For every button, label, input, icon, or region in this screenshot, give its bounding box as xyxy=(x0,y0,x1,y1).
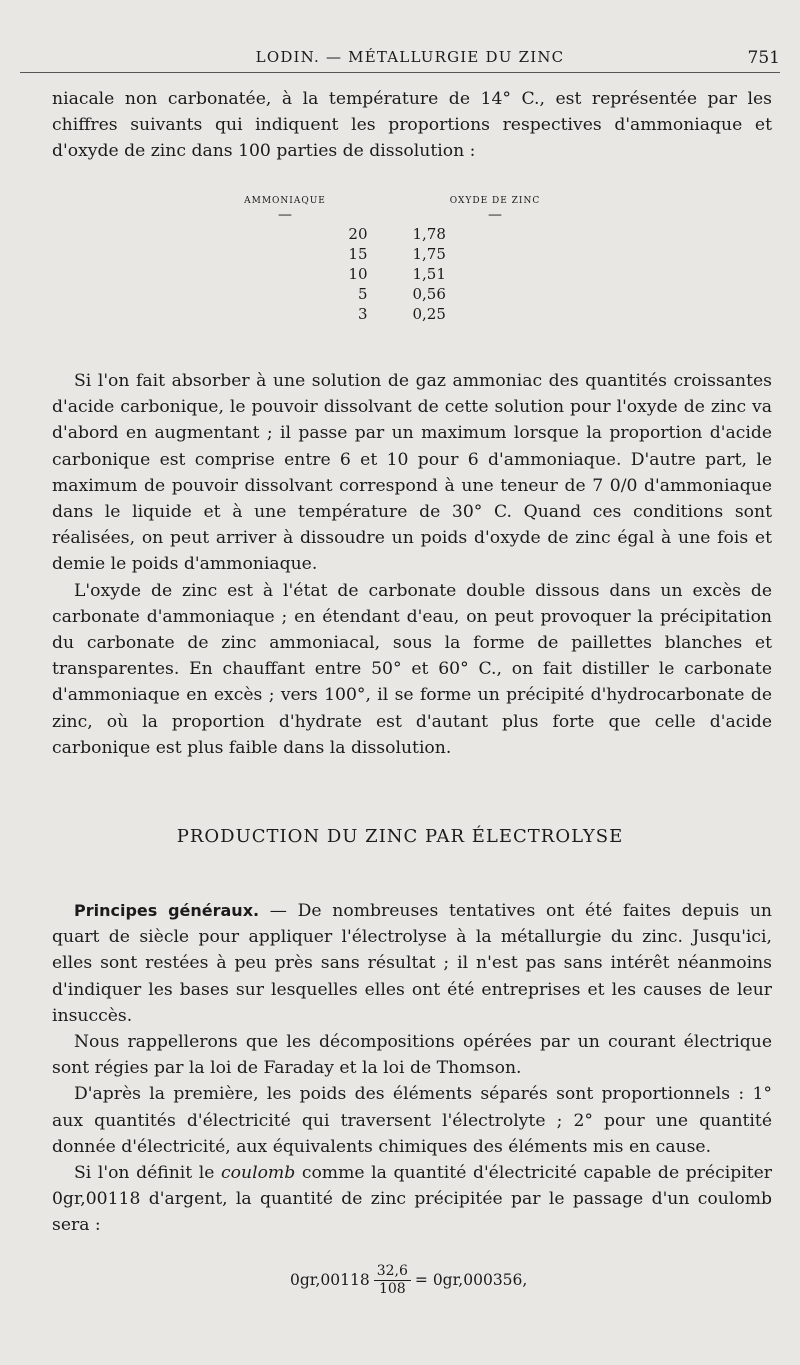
cell-oxyde: 1,78 xyxy=(412,225,446,243)
paragraph-premiere-loi: D'après la première, les poids des éléments séparés sont proportionnels : 1° aux quantités d'électricité qui traversent l'électrolyte ; 2° pour une quantité donnée d'électricité, aux équivalents chimiques des éléments mis en cause. xyxy=(52,1084,772,1157)
formula-left: 0gr,00118 xyxy=(290,1271,370,1289)
fraction-denominator: 108 xyxy=(378,1280,406,1297)
page-number: 751 xyxy=(747,48,780,68)
cell-oxyde: 0,56 xyxy=(412,285,446,303)
cell-ammoniaque: 3 xyxy=(357,305,368,323)
formula-right: = 0gr,000356, xyxy=(414,1271,528,1289)
formula xyxy=(290,1260,527,1300)
dash-col1: — xyxy=(278,207,292,223)
table-row xyxy=(210,304,570,324)
cell-oxyde: 0,25 xyxy=(412,305,446,323)
paragraph-carbonate: L'oxyde de zinc est à l'état de carbonate double dissous dans un excès de carbonate d'ammoniaque ; en étendant d'eau, on peut provoquer la précipitation du carbonate de zinc ammoniacal, sous la forme de paillettes blanches et transparentes. En chauffant entre 50° et 60° C., on fait distiller le carbonate d'ammoniaque en excès ; vers 100°, il se forme un précipité d'hydrocarbonate de zinc, où la proportion d'hydrate est d'autant plus forte que celle d'acide carbonique est plus faible dans la dissolution. xyxy=(52,580,772,758)
cell-ammoniaque: 10 xyxy=(348,265,368,283)
cell-oxyde: 1,75 xyxy=(412,245,446,263)
table-row xyxy=(210,284,570,304)
table-header xyxy=(210,196,570,206)
paragraph-principes-text: — De nombreuses tentatives ont été faites depuis un quart de siècle pour appliquer l'électrolyse à la métallurgie du zinc. Jusqu'ici, elles sont restées à peu près sans résultat ; il n'est pas sans intérêt néanmoins d'indiquer les bases sur lesquelles elles ont été entreprises et les causes de leur insuccès. xyxy=(52,901,773,1026)
coulomb-text-a: Si l'on définit le xyxy=(74,1163,222,1184)
table-row xyxy=(210,264,570,284)
page-header xyxy=(40,44,780,74)
section-title: PRODUCTION DU ZINC PAR ÉLECTROLYSE xyxy=(176,826,624,847)
paragraph-principes xyxy=(52,898,772,1029)
coulomb-term: coulomb xyxy=(221,1163,296,1184)
table-row xyxy=(210,244,570,264)
fraction-numerator: 32,6 xyxy=(374,1263,411,1281)
table-row xyxy=(210,224,570,244)
dash-col2: — xyxy=(488,207,502,223)
intro-paragraph: niacale non carbonatée, à la température de 14° C., est représentée par les chiffres suivants qui indiquent les proportions respectives d'ammoniaque et d'oxyde de zinc dans 100 parties de dissolution : xyxy=(52,89,772,162)
solubility-table xyxy=(210,196,570,324)
run-in-heading: Principes généraux. xyxy=(74,901,260,920)
cell-oxyde: 1,51 xyxy=(412,265,446,283)
paragraph-absorption: Si l'on fait absorber à une solution de gaz ammoniac des quantités croissantes d'acide carbonique, le pouvoir dissolvant de cette solution pour l'oxyde de zinc va d'abord en augmentant ; il passe par un maximum lorsque la proportion d'acide carbonique est comprise entre 6 et 10 pour 6 d'ammoniaque. D'autre part, le maximum de pouvoir dissolvant correspond à une teneur de 7 0/0 d'ammoniaque dans le liquide et à une température de 30° C. Quand ces conditions sont réalisées, on peut arriver à dissoudre un poids d'oxyde de zinc égal à une fois et demie le poids d'ammoniaque. xyxy=(52,371,772,575)
cell-ammoniaque: 20 xyxy=(348,225,368,243)
cell-ammoniaque: 5 xyxy=(357,285,368,303)
paragraph-faraday: Nous rappellerons que les décompositions opérées par un courant électrique sont régies par la loi de Faraday et la loi de Thomson. xyxy=(52,1032,772,1079)
coulomb-text-b: comme la quantité d'électricité capable de précipiter 0gr,00118 d'argent, la quantité de zinc précipitée par le passage d'un coulomb sera : xyxy=(52,1163,773,1236)
col-header-oxyde: OXYDE DE ZINC xyxy=(449,196,541,206)
table-dash-row xyxy=(210,206,570,224)
intro-block xyxy=(52,86,772,165)
col-header-ammoniaque: AMMONIAQUE xyxy=(244,196,326,206)
running-title: LODIN. — MÉTALLURGIE DU ZINC xyxy=(255,48,565,66)
header-rule xyxy=(20,72,780,73)
body-block-1 xyxy=(52,368,772,761)
paragraph-coulomb xyxy=(52,1160,772,1239)
body-block-2 xyxy=(52,898,772,1239)
formula-fraction xyxy=(374,1263,411,1298)
cell-ammoniaque: 15 xyxy=(348,245,368,263)
